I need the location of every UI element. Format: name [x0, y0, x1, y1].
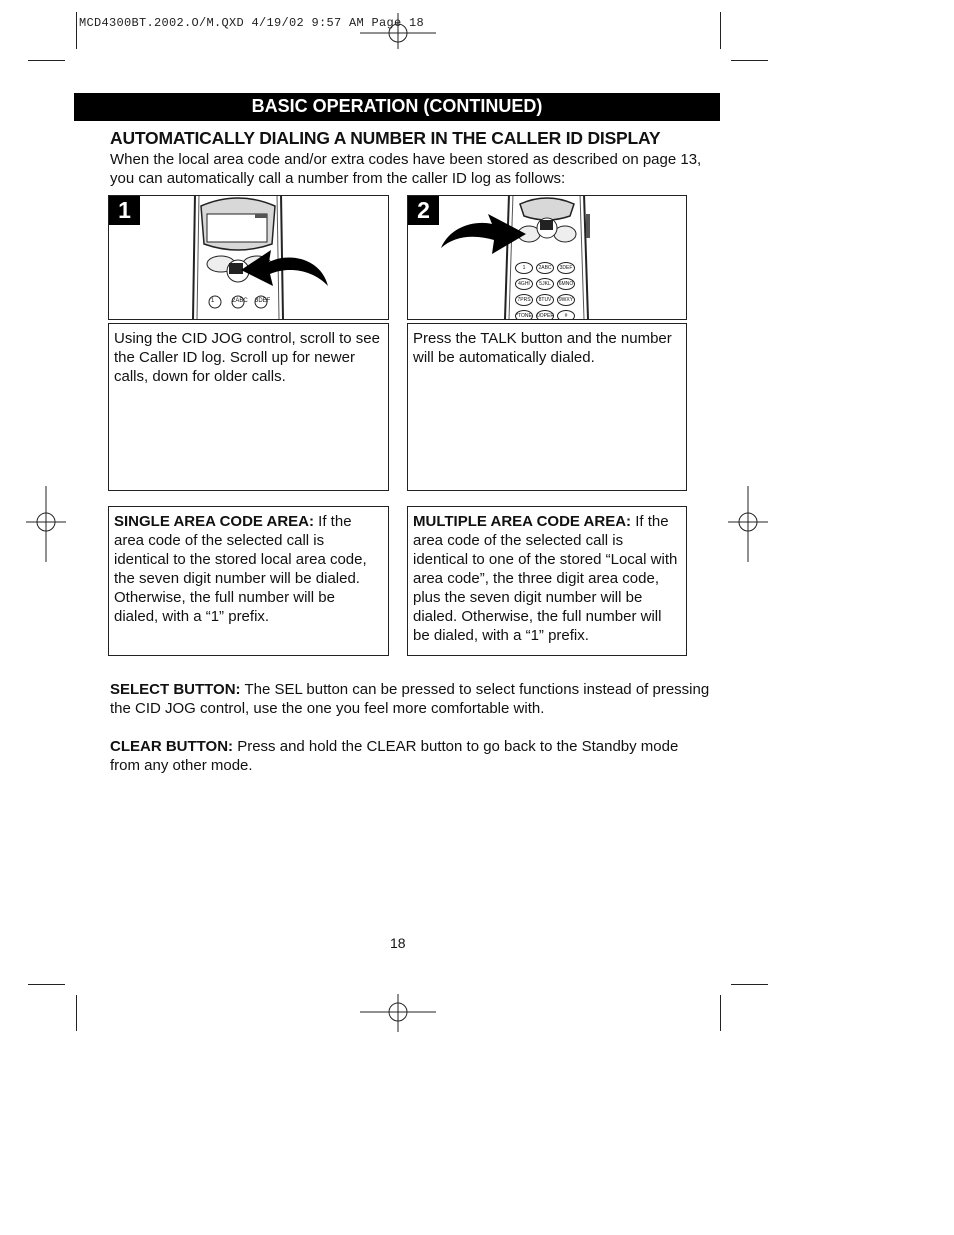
- clear-button-label: CLEAR BUTTON:: [110, 738, 234, 755]
- step-number: 1: [109, 196, 140, 225]
- keypad-label: 0OPER: [536, 310, 554, 320]
- select-button-paragraph: [110, 680, 710, 718]
- multiple-area-code-box: [407, 506, 687, 656]
- keypad-label: 8TUV: [536, 294, 554, 306]
- step-1-illustration: [108, 195, 389, 320]
- step-number: 2: [408, 196, 439, 225]
- registration-mark-icon: [360, 994, 436, 1032]
- keypad-label: *TONE: [515, 310, 533, 320]
- registration-mark-icon: [728, 486, 768, 562]
- step-1-text-box: [108, 323, 389, 491]
- keypad-label: 9WXY: [557, 294, 575, 306]
- single-area-code-label: SINGLE AREA CODE AREA:: [114, 513, 315, 530]
- keypad-label: 7PRS: [515, 294, 533, 306]
- select-button-text: The SEL button can be pressed to select functions instead of pressing the CID JOG control, use the one you feel more comfortable with.: [110, 681, 710, 717]
- single-area-code-box: [108, 506, 389, 656]
- multiple-area-code-text: [413, 512, 681, 645]
- page-number: 18: [390, 935, 406, 951]
- keypad-label: 1: [515, 262, 533, 274]
- clear-button-text: Press and hold the CLEAR button to go back to the Standby mode from any other mode.: [110, 738, 679, 774]
- step-2-illustration: [407, 195, 687, 320]
- select-button-label: SELECT BUTTON:: [110, 681, 241, 698]
- step-1-text: Using the CID JOG control, scroll to see the Caller ID log. Scroll up for newer calls, down for older calls.: [114, 330, 380, 385]
- registration-mark-icon: [26, 486, 66, 562]
- keypad-label: 6MNO: [557, 278, 575, 290]
- keypad-label: 3DEF: [255, 298, 271, 304]
- intro-paragraph: When the local area code and/or extra codes have been stored as described on page 13, you can automatically call a number from the caller ID log as follows:: [110, 151, 702, 187]
- curved-arrow-icon: [109, 196, 388, 319]
- curved-arrow-icon: [408, 196, 686, 319]
- page-heading: AUTOMATICALLY DIALING A NUMBER IN THE CALLER ID DISPLAY: [110, 128, 661, 148]
- single-area-code-body: If the area code of the selected call is identical to the stored local area code, the seven digit number will be dialed. Otherwise, the full number will be dialed, with a “1” prefix.: [114, 513, 367, 625]
- section-banner: BASIC OPERATION (CONTINUED): [74, 93, 720, 121]
- keypad-label: 2ABC: [536, 262, 554, 274]
- keypad-label: 5JKL: [536, 278, 554, 290]
- single-area-code-text: [114, 512, 383, 626]
- keypad-label: 3DEF: [557, 262, 575, 274]
- step-2-text-box: [407, 323, 687, 491]
- multiple-area-code-label: MULTIPLE AREA CODE AREA:: [413, 513, 632, 530]
- step-2-text: Press the TALK button and the number will be automatically dialed.: [413, 330, 672, 366]
- multiple-area-code-body: If the area code of the selected call is identical to one of the stored “Local with area code”, the three digit area code, plus the seven digit number will be dialed. Otherwise, the full number will be dialed, with a “1” prefix.: [413, 513, 678, 644]
- keypad-label: 2ABC: [232, 298, 248, 304]
- keypad-label: 4GHI: [515, 278, 533, 290]
- print-slug: MCD4300BT.2002.O/M.QXD 4/19/02 9:57 AM Page 18: [79, 16, 425, 30]
- clear-button-paragraph: [110, 737, 710, 775]
- registration-mark-icon: [360, 13, 436, 49]
- keypad-label: 1: [211, 298, 215, 304]
- keypad-label: #: [557, 310, 575, 320]
